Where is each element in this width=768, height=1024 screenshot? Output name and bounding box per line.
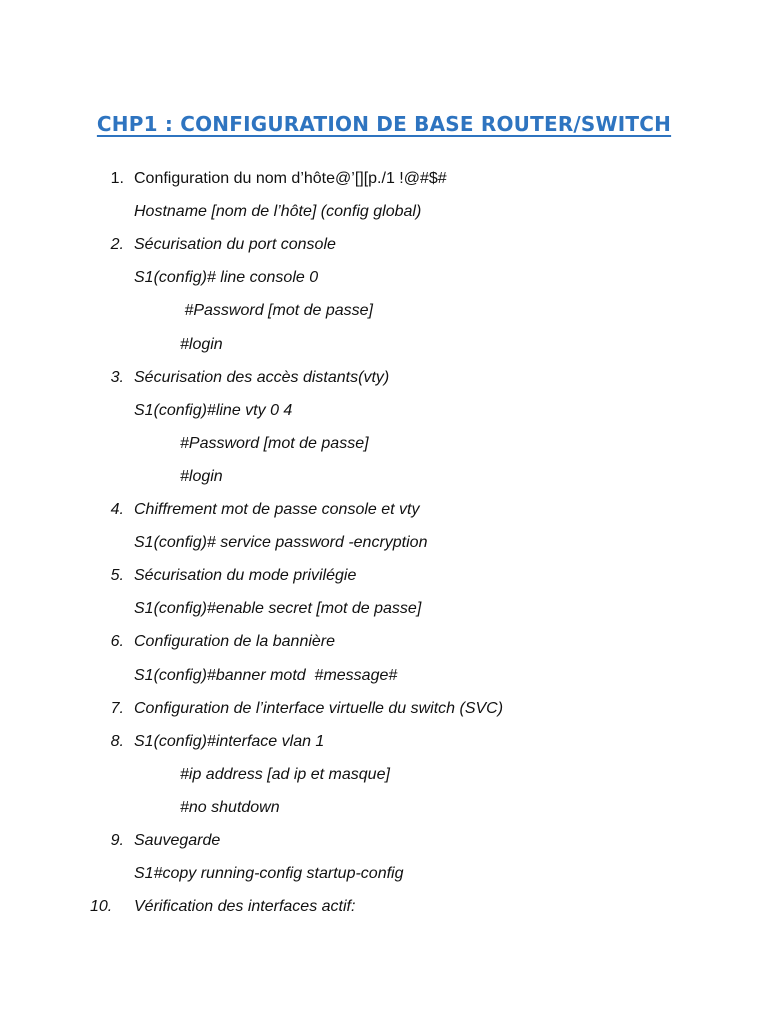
list-item-heading: Sauvegarde <box>134 832 221 849</box>
command-line: S1(config)#enable secret [mot de passe] <box>134 600 422 618</box>
command-line: #Password [mot de passe] <box>180 434 369 452</box>
list-item-heading: Configuration de l’interface virtuelle du switch (SVC) <box>134 699 504 717</box>
list-item-heading: Chiffrement mot de passe console et vty <box>134 501 420 518</box>
list-item-heading: Vérification des interfaces actif: <box>134 898 356 916</box>
command-line: S1(config)#banner motd #message# <box>134 666 398 684</box>
command-line: #login <box>180 335 223 353</box>
list-item-heading: Configuration de la bannière <box>134 633 336 651</box>
page-title: CHP1 : CONFIGURATION DE BASE ROUTER/SWITCH <box>96 112 672 136</box>
command-line: S1#copy running-config startup-config <box>134 865 404 883</box>
command-line: S1(config)# service password -encryption <box>134 534 428 552</box>
list-item-heading: Sécurisation des accès distants(vty) <box>134 368 390 386</box>
list-item-number: 9. <box>110 832 124 849</box>
list-item-number: 10. <box>90 898 113 916</box>
command-line: #login <box>180 467 223 485</box>
list-item-number: 7. <box>110 699 124 717</box>
list-item-number: 1. <box>110 170 124 187</box>
list-item-number: 6. <box>110 633 124 651</box>
list-item-heading: Sécurisation du port console <box>134 236 336 254</box>
command-line: #Password [mot de passe] <box>180 302 373 320</box>
command-line: S1(config)#line vty 0 4 <box>134 401 293 419</box>
list-item-heading: S1(config)#interface vlan 1 <box>134 732 325 750</box>
list-item-number: 8. <box>110 732 124 750</box>
command-line: S1(config)# line console 0 <box>134 269 319 287</box>
list-item-heading: Configuration du nom d’hôte@’[][p./1 !@#$# <box>134 170 447 187</box>
list-item-number: 3. <box>110 368 124 386</box>
list-item-number: 2. <box>110 236 124 254</box>
list-item-number: 5. <box>110 567 124 585</box>
command-line: Hostname [nom de l’hôte] (config global) <box>134 203 422 221</box>
list-item-number: 4. <box>110 501 124 518</box>
command-line: #ip address [ad ip et masque] <box>180 765 390 783</box>
list-item-heading: Sécurisation du mode privilégie <box>134 567 357 585</box>
command-line: #no shutdown <box>180 798 280 816</box>
